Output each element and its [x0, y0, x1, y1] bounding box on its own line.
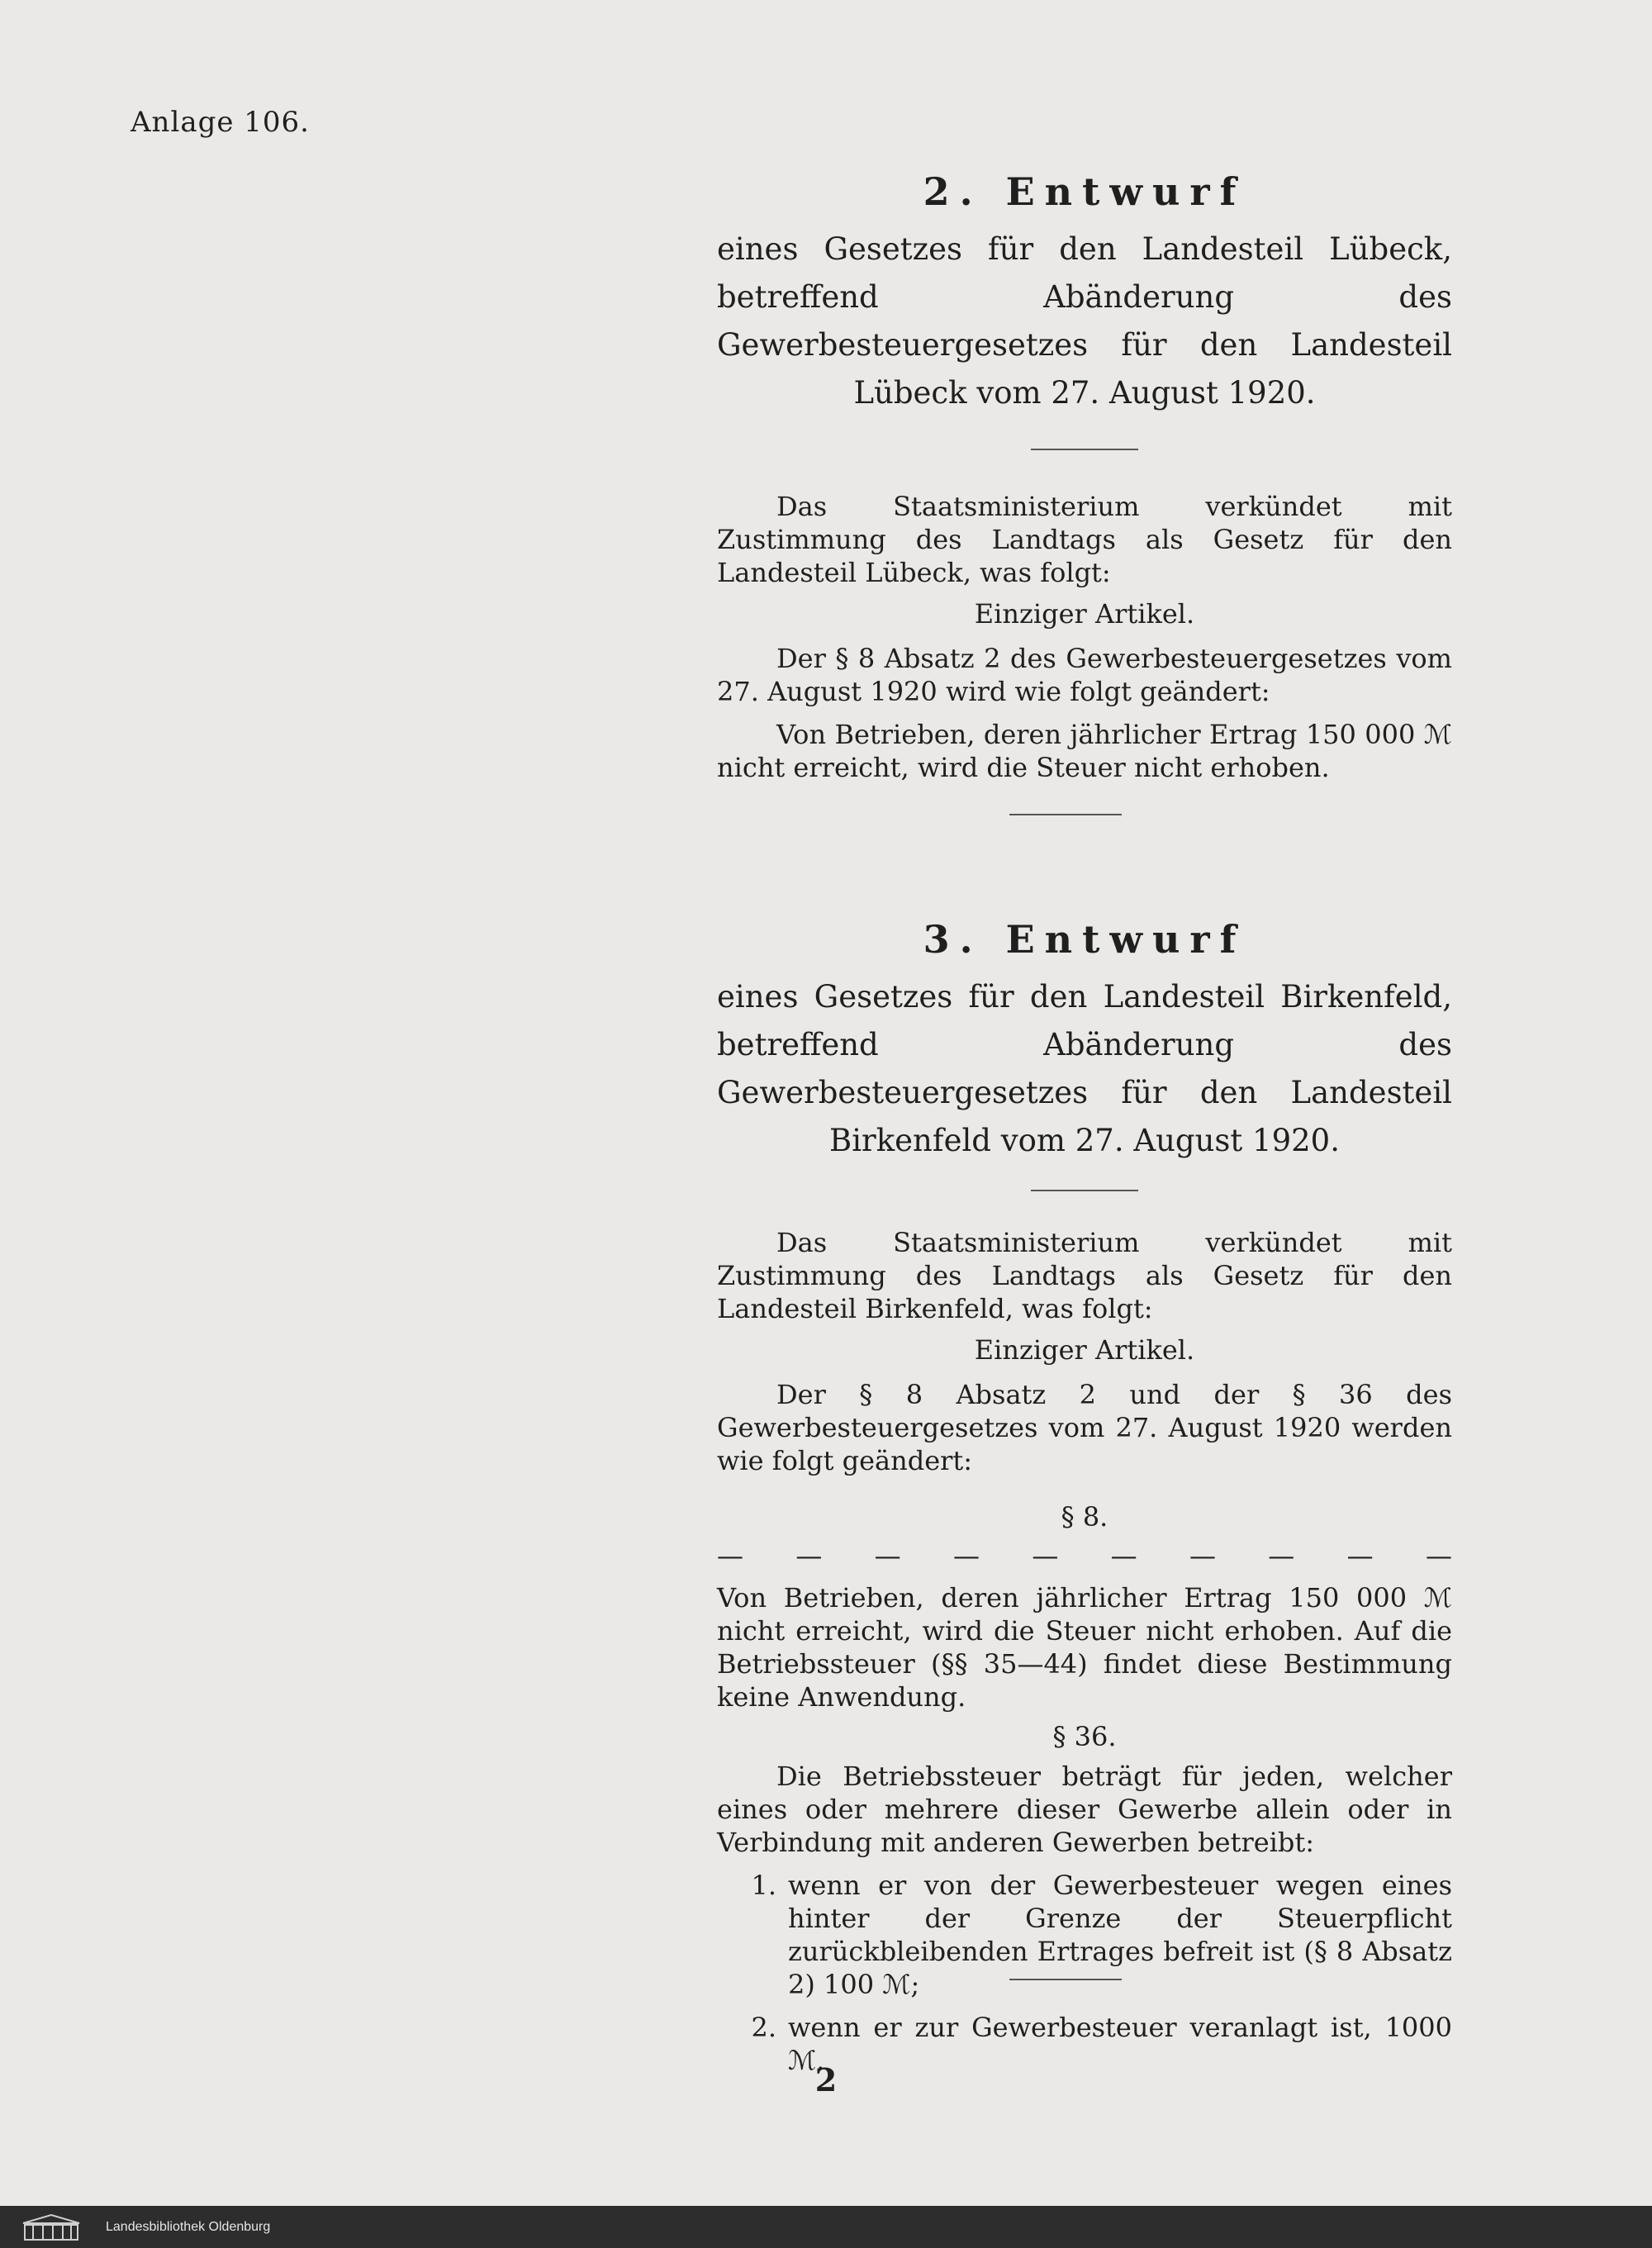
section-3 [717, 917, 1452, 2077]
paragraph-8-text: Von Betrieben, deren jährlicher Ertrag 150 000 ℳ nicht erreicht, wird die Steuer nicht erhoben. Auf die Betriebssteuer (§§ 35—44) findet diese Bestimmung keine Anwendung. [717, 1582, 1452, 1713]
end-divider [1009, 1979, 1122, 1980]
list-item-number: 2. [751, 2012, 776, 2043]
section-2-article: Einziger Artikel. [974, 598, 1195, 630]
section-2-text: Von Betrieben, deren jährlicher Ertrag 150 000 ℳ nicht erreicht, wird die Steuer nicht erhoben. [717, 719, 1452, 783]
anlage-label: Anlage 106. [131, 106, 310, 139]
section-2-intro: Das Staatsministerium verkündet mit Zustimmung des Landtags als Gesetz für den Landesteil Lübeck, was folgt: [717, 491, 1452, 588]
list-item-text: wenn er von der Gewerbesteuer wegen eines hinter der Grenze der Steuerpflicht zurückbleibenden Ertrages befreit ist (§ 8 Absatz 2) 100 ℳ; [788, 1870, 1452, 2000]
library-name: Landesbibliothek Oldenburg [106, 2219, 271, 2234]
paragraph-36-text: Die Betriebssteuer beträgt für jeden, welcher eines oder mehrere dieser Gewerbe allein oder in Verbindung mit anderen Gewerben betreibt: [717, 1761, 1452, 1858]
omission-dashes: — — — — — — — — — — [717, 1540, 1452, 1571]
section-3-change: Der § 8 Absatz 2 und der § 36 des Gewerbesteuergesetzes vom 27. August 1920 werden wie folgt geändert: [717, 1379, 1452, 1476]
section-3-short-rule [1031, 1190, 1138, 1191]
library-building-icon [21, 2213, 81, 2241]
section-3-subtitle: eines Gesetzes für den Landesteil Birkenfeld, betreffend Abänderung des Gewerbesteuergesetzes für den Landesteil Birkenfeld vom 27. August 1920. [717, 979, 1452, 1158]
section-2-heading: 2. Entwurf [923, 169, 1246, 214]
list-item-text: wenn er zur Gewerbesteuer veranlagt ist, 1000 ℳ. [788, 2012, 1452, 2076]
list-item-number: 1. [751, 1870, 776, 1901]
footer-bar [0, 2206, 1652, 2248]
page-number: 2 [814, 2061, 838, 2098]
list-item [717, 1869, 1452, 2001]
section-3-heading: 3. Entwurf [923, 917, 1246, 962]
paragraph-8-label: § 8. [1061, 1501, 1108, 1533]
paragraph-36-label: § 36. [1052, 1721, 1117, 1752]
section-2-short-rule [1031, 449, 1138, 450]
section-3-article: Einziger Artikel. [974, 1334, 1195, 1366]
section-2 [717, 169, 1452, 784]
section-2-change: Der § 8 Absatz 2 des Gewerbesteuergesetzes vom 27. August 1920 wird wie folgt geändert: [717, 643, 1452, 707]
section-divider [1009, 814, 1122, 815]
section-3-intro: Das Staatsministerium verkündet mit Zustimmung des Landtags als Gesetz für den Landesteil Birkenfeld, was folgt: [717, 1227, 1452, 1324]
section-2-subtitle: eines Gesetzes für den Landesteil Lübeck, betreffend Abänderung des Gewerbesteuergesetzes für den Landesteil Lübeck vom 27. August 1920. [717, 231, 1452, 411]
